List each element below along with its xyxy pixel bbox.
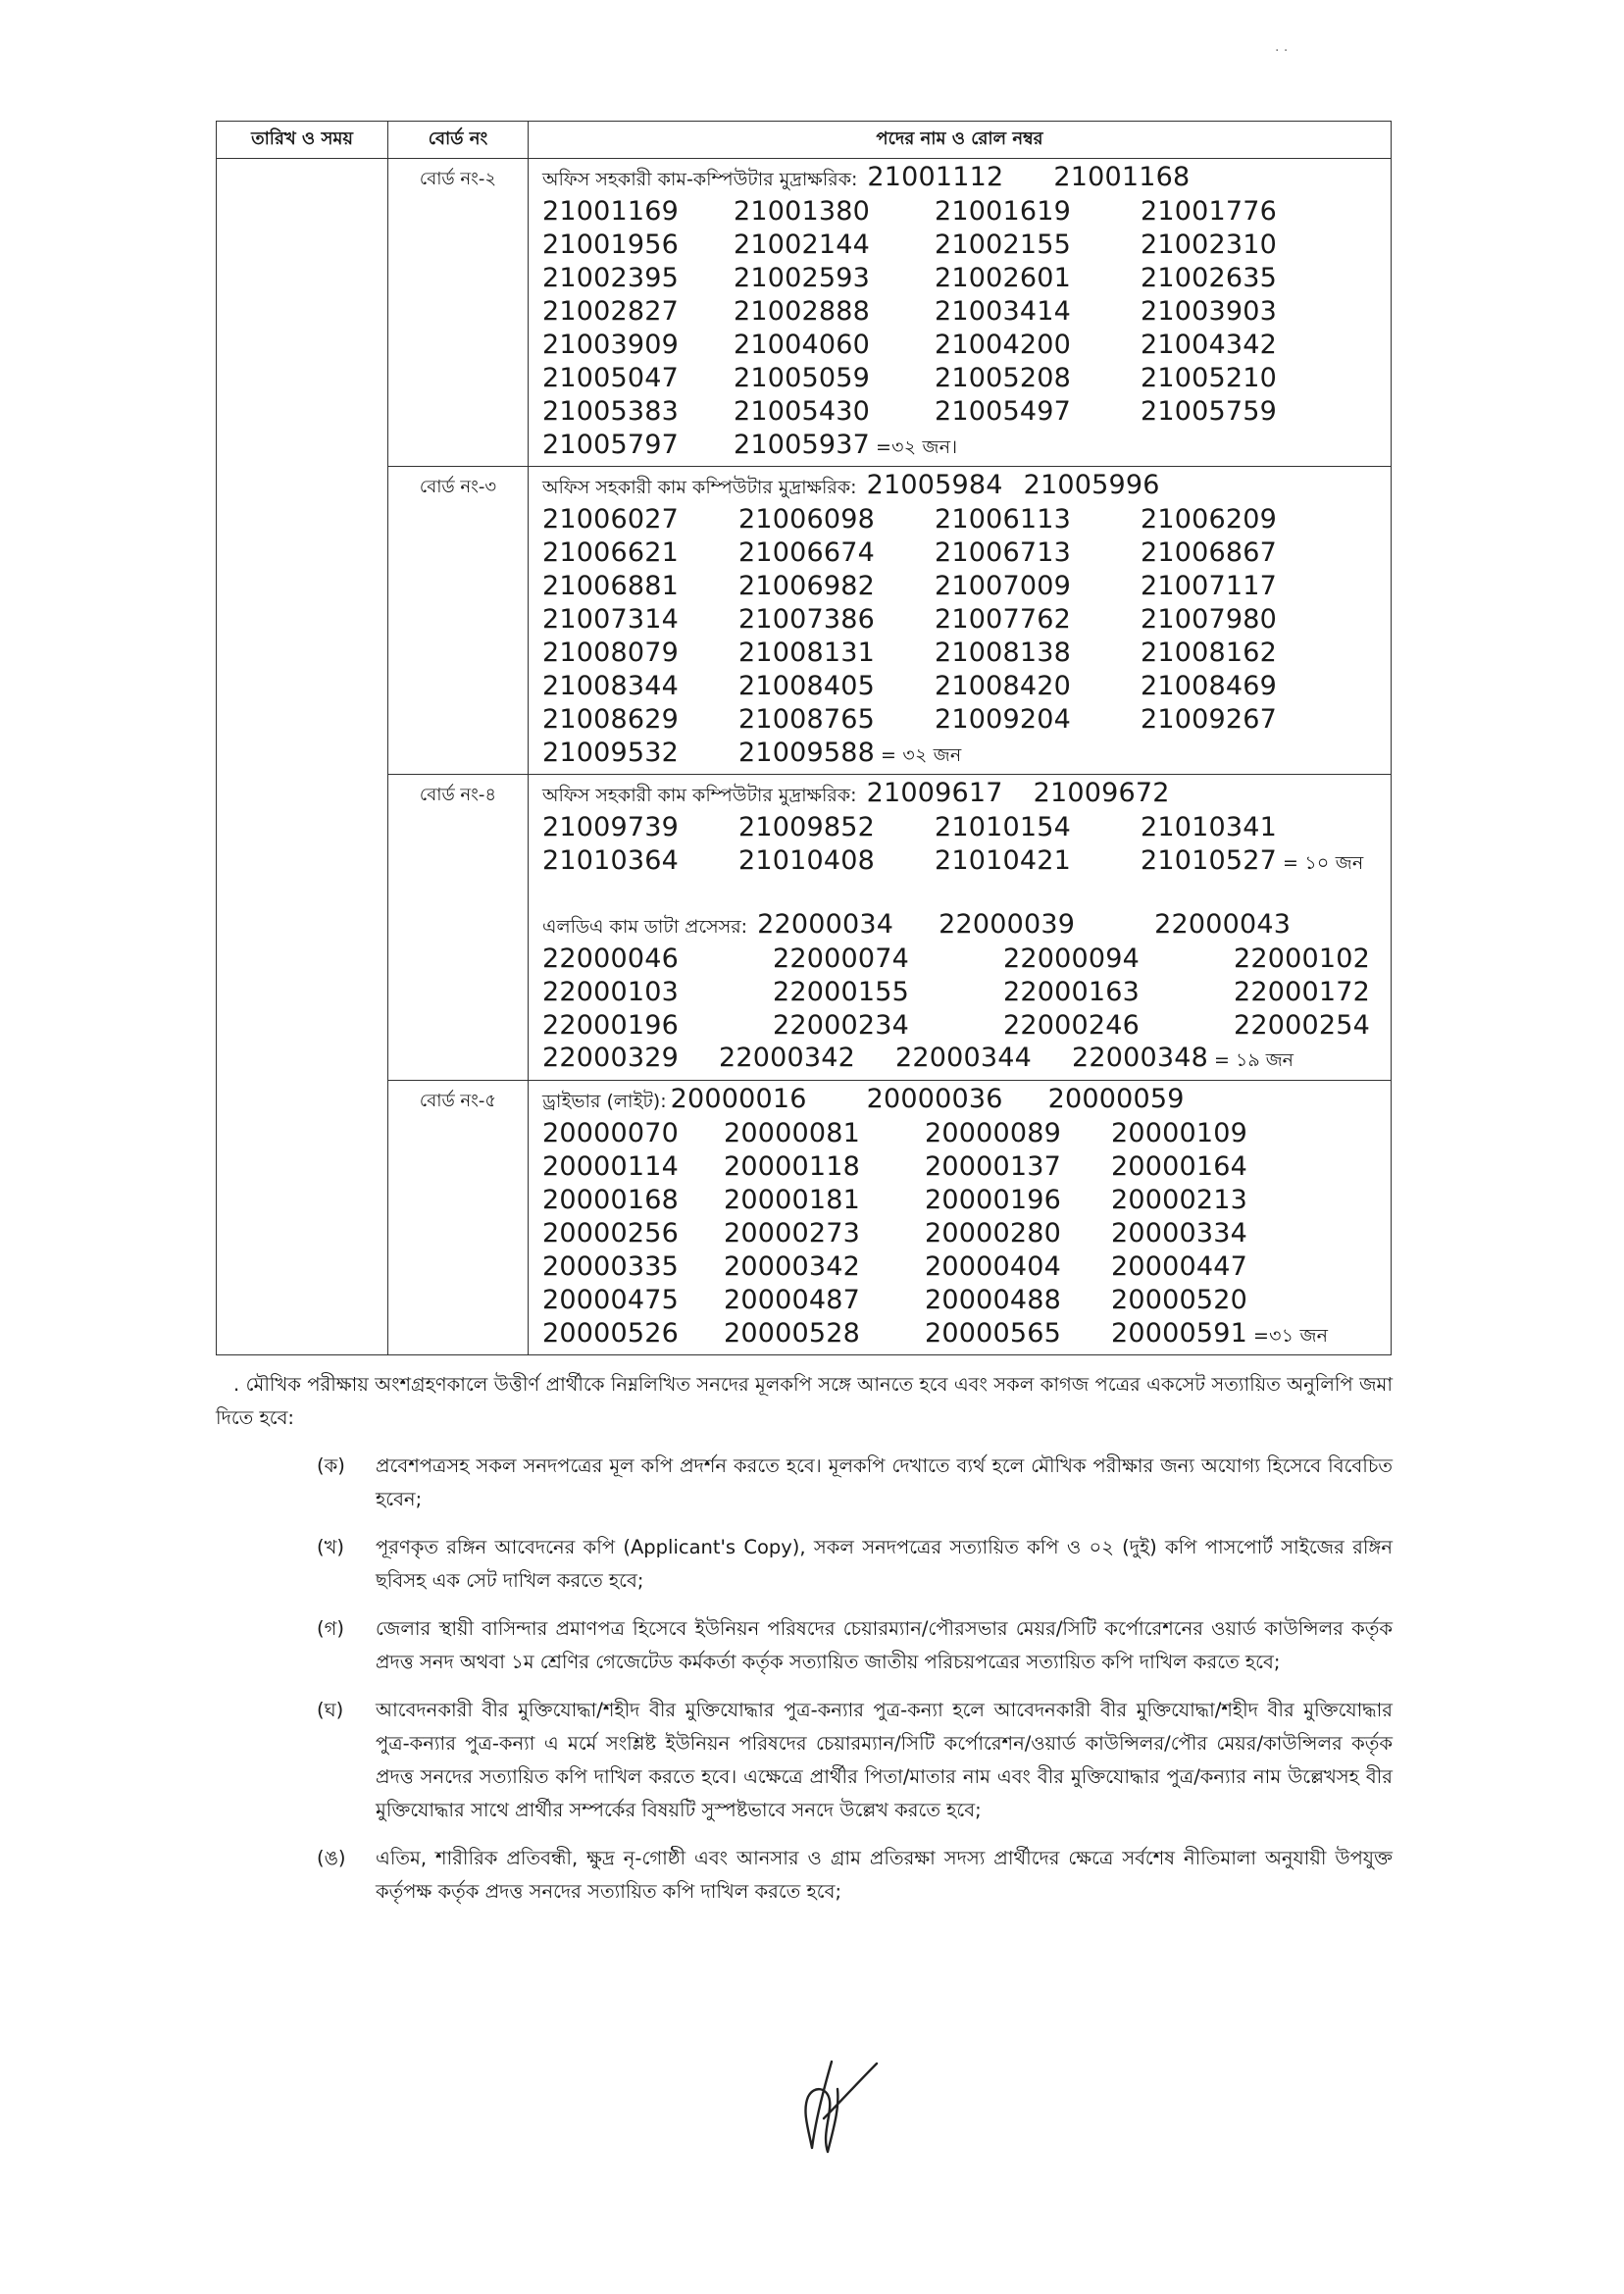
roll-number: 20000565 [925,1318,1062,1349]
roll-number: 21007009 [935,571,1072,601]
roll-number: 20000591 [1111,1318,1248,1349]
roll-number: 20000404 [925,1251,1062,1282]
roll-number: 21005497 [935,396,1072,427]
board-label: বোর্ড নং-৪ [388,775,529,1081]
roll-number: 22000342 [719,1043,856,1073]
roll-number: 20000168 [542,1185,680,1215]
roll-number: 20000196 [925,1185,1062,1215]
roll-number: 21001956 [542,229,680,260]
roll-number: 22000039 [939,909,1076,940]
roll-number: 21009532 [542,738,680,768]
item-text: জেলার স্থায়ী বাসিন্দার প্রমাণপত্র হিসেবে ইউনিয়ন পরিষদের চেয়ারম্যান/পৌরসভার মেয়র/সিটি কর্পোরেশনের ওয়ার্ড কাউন্সিলর কর্তৃক প্রদত্ত সনদ অথবা ১ম শ্রেণির গেজেটেড কর্মকর্তা কর্তৃক সত্যায়িত জাতীয় পরিচয়পত্রের সত্যায়িত কপি দাখিল করতে হবে; [376,1617,1393,1673]
roll-number: 20000109 [1111,1118,1248,1148]
roll-number: 21009588 [738,738,876,768]
roll-cell [529,1081,1392,1355]
roll-number-last [1141,844,1405,878]
post-line [542,1043,1383,1076]
roll-number: 21001380 [734,196,871,227]
roll-cell [529,159,1392,467]
spacer [542,878,1383,909]
candidate-count: = ১৯ জন [1214,1049,1294,1071]
roll-number: 21008469 [1141,671,1278,701]
post-title: এলডিএ কাম ডাটা প্রসেসর: [542,916,748,938]
roll-number: 20000528 [724,1318,861,1349]
roll-number: 21010341 [1141,812,1278,842]
signature-image [794,2050,883,2158]
roll-number: 21002827 [542,296,680,327]
table-row [217,159,1392,467]
roll-number: 21005996 [1023,470,1160,500]
roll-number: 20000118 [724,1151,861,1182]
roll-number: 22000094 [1003,943,1141,974]
roll-number: 20000342 [724,1251,861,1282]
table-row [217,1081,1392,1355]
roll-number: 20000114 [542,1151,680,1182]
roll-number: 21005059 [734,363,871,393]
post-line [542,909,1383,943]
item-marker: (ঘ) [317,1699,344,1721]
roll-number: 21005208 [935,363,1072,393]
roll-number: 20000475 [542,1285,680,1315]
item-text: এতিম, শারীরিক প্রতিবন্ধী, ক্ষুদ্র নৃ-গোষ্ঠী এবং আনসার ও গ্রাম প্রতিরক্ষা সদস্য প্রার্থীদের ক্ষেত্রে সর্বশেষ নীতিমালা অনুযায়ী উপযুক্ত কর্তৃপক্ষ কর্তৃক প্রদত্ত সনদের সত্যায়িত কপি দাখিল করতে হবে; [376,1847,1393,1903]
instruction-item [216,1612,1393,1679]
roll-number: 21008079 [542,637,680,668]
roll-number: 21002310 [1141,229,1278,260]
roll-number: 21009739 [542,812,680,842]
roll-number: 21010527 [1141,845,1278,876]
roll-number: 21006098 [738,504,876,535]
roll-number: 20000526 [542,1318,680,1349]
roll-number: 22000074 [773,943,910,974]
roll-cell [529,467,1392,775]
instruction-item [216,1531,1393,1598]
roll-number: 22000344 [895,1043,1033,1073]
roll-grid [542,943,1383,1043]
roll-number: 21007117 [1141,571,1278,601]
roll-number: 20000447 [1111,1251,1248,1282]
candidate-count: = ১০ জন [1283,852,1364,874]
roll-number: 21005210 [1141,363,1278,393]
roll-number: 21001776 [1141,196,1278,227]
roll-number: 21008420 [935,671,1072,701]
roll-number: 21006713 [935,537,1072,568]
roll-number: 22000043 [1154,909,1292,940]
roll-number: 21006027 [542,504,680,535]
roll-number-last [738,737,1405,770]
roll-number: 20000164 [1111,1151,1248,1182]
roll-number: 21008765 [738,704,876,735]
item-marker: (ঙ) [317,1847,346,1869]
roll-number: 20000280 [925,1218,1062,1249]
roll-number: 21009672 [1033,778,1170,808]
roll-number: 22000102 [1234,943,1371,974]
roll-number: 21009617 [866,778,1003,808]
roll-number: 22000348 [1072,1043,1209,1073]
roll-number: 21005383 [542,396,680,427]
roll-number: 21005797 [542,430,680,460]
roll-number: 21001168 [1053,162,1191,192]
roll-number: 21002888 [734,296,871,327]
roll-number: 21001619 [935,196,1072,227]
roll-number: 22000254 [1234,1010,1371,1041]
roll-number: 22000163 [1003,977,1141,1007]
item-marker: (ক) [317,1454,345,1477]
item-marker: (খ) [317,1536,345,1558]
roll-grid [542,195,1383,462]
candidate-count: =৩২ জন। [876,436,958,458]
header-post-roll: পদের নাম ও রোল নম্বর [529,122,1392,159]
roll-number: 21002635 [1141,263,1278,293]
post-line [542,162,1383,195]
table-row [217,467,1392,775]
roll-number: 21008344 [542,671,680,701]
board-label: বোর্ড নং-৩ [388,467,529,775]
roll-number: 20000334 [1111,1218,1248,1249]
roll-number: 21009267 [1141,704,1278,735]
roll-number: 22000103 [542,977,680,1007]
roll-number: 22000196 [542,1010,680,1041]
candidate-count: =৩১ জন [1253,1325,1329,1347]
roll-number: 22000246 [1003,1010,1141,1041]
roll-grid [542,503,1383,770]
roll-number: 22000234 [773,1010,910,1041]
roll-number: 20000059 [1047,1084,1185,1114]
roll-number: 20000081 [724,1118,861,1148]
bullet-dot: . [233,1373,240,1396]
instruction-item [216,1842,1393,1909]
post-title: ড্রাইভার (লাইট): [542,1091,667,1112]
roll-number: 21009204 [935,704,1072,735]
roll-number: 22000329 [542,1043,680,1073]
candidate-count: = ৩২ জন [881,744,962,766]
roll-number: 21006982 [738,571,876,601]
roll-number: 21006209 [1141,504,1278,535]
roll-number: 21005759 [1141,396,1278,427]
roll-number: 21002395 [542,263,680,293]
roll-number: 21003909 [542,330,680,360]
roll-number: 21004200 [935,330,1072,360]
board-label: বোর্ড নং-৫ [388,1081,529,1355]
intro-text: মৌখিক পরীক্ষায় অংশগ্রহণকালে উত্তীর্ণ প্রার্থীকে নিম্নলিখিত সনদের মূলকপি সঙ্গে আনতে হবে এবং সকল কাগজ পত্রের একসেট সত্যায়িত অনুলিপি জমা দিতে হবে: [216,1373,1394,1429]
roll-number: 21008162 [1141,637,1278,668]
roll-number: 21004060 [734,330,871,360]
roll-number: 22000046 [542,943,680,974]
roll-number: 21010154 [935,812,1072,842]
roll-number: 21005047 [542,363,680,393]
roll-number: 21002155 [935,229,1072,260]
item-marker: (গ) [317,1617,344,1640]
roll-number: 21008138 [935,637,1072,668]
roll-table [216,121,1392,1355]
roll-number: 20000273 [724,1218,861,1249]
roll-number: 20000335 [542,1251,680,1282]
post-line [542,470,1383,503]
roll-cell [529,775,1392,1081]
roll-number-last [1111,1317,1405,1351]
roll-number: 21003414 [935,296,1072,327]
roll-number: 22000034 [757,909,894,940]
roll-number: 20000070 [542,1118,680,1148]
post-title: অফিস সহকারী কাম কম্পিউটার মুদ্রাক্ষরিক: [542,477,857,498]
item-text: প্রবেশপত্রসহ সকল সনদপত্রের মূল কপি প্রদর্শন করতে হবে। মূলকপি দেখাতে ব্যর্থ হলে মৌখিক পরীক্ষার জন্য অযোগ্য হিসেবে বিবেচিত হবেন; [376,1454,1393,1510]
roll-number: 21002601 [935,263,1072,293]
post-title: অফিস সহকারী কাম কম্পিউটার মুদ্রাক্ষরিক: [542,785,857,806]
header-date-time: তারিখ ও সময় [217,122,388,159]
roll-number: 20000016 [670,1084,807,1114]
roll-number-last [734,429,1405,462]
roll-number: 21002144 [734,229,871,260]
roll-number: 21005984 [866,470,1003,500]
roll-number: 21007314 [542,604,680,635]
roll-number: 21006881 [542,571,680,601]
roll-number: 21005430 [734,396,871,427]
roll-number: 21001112 [867,162,1004,192]
roll-number: 22000155 [773,977,910,1007]
roll-number: 21008131 [738,637,876,668]
roll-number: 20000137 [925,1151,1062,1182]
roll-number: 21006674 [738,537,876,568]
instructions [216,1368,1393,1909]
roll-number: 20000181 [724,1185,861,1215]
roll-number: 21003903 [1141,296,1278,327]
roll-number: 22000172 [1234,977,1371,1007]
instructions-intro [216,1368,1393,1435]
post-line [542,778,1383,811]
roll-number: 21010421 [935,845,1072,876]
roll-number: 21006113 [935,504,1072,535]
roll-number: 21007386 [738,604,876,635]
instruction-item [216,1694,1393,1827]
roll-number: 21008405 [738,671,876,701]
roll-number: 21007762 [935,604,1072,635]
roll-number: 20000520 [1111,1285,1248,1315]
roll-number: 21010408 [738,845,876,876]
roll-number: 21007980 [1141,604,1278,635]
roll-number: 21006621 [542,537,680,568]
header-board-no: বোর্ড নং [388,122,529,159]
roll-number: 21002593 [734,263,871,293]
roll-number: 21006867 [1141,537,1278,568]
roll-number: 20000089 [925,1118,1062,1148]
roll-number: 20000488 [925,1285,1062,1315]
post-line [542,1084,1383,1117]
date-time-cell [217,159,388,1355]
roll-number: 21004342 [1141,330,1278,360]
roll-number: 21001169 [542,196,680,227]
roll-number: 21010364 [542,845,680,876]
roll-number: 21005937 [734,430,871,460]
roll-number: 21008629 [542,704,680,735]
table-row [217,775,1392,1081]
roll-grid [542,811,1383,878]
instruction-item [216,1450,1393,1516]
roll-number: 21009852 [738,812,876,842]
item-text: আবেদনকারী বীর মুক্তিযোদ্ধা/শহীদ বীর মুক্তিযোদ্ধার পুত্র-কন্যার পুত্র-কন্যা হলে আবেদনকারী বীর মুক্তিযোদ্ধা/শহীদ বীর মুক্তিযোদ্ধার পুত্র-কন্যার পুত্র-কন্যা এ মর্মে সংশ্লিষ্ট ইউনিয়ন পরিষদের চেয়ারম্যান/সিটি কর্পোরেশন/ওয়ার্ড কাউন্সিলর/পৌর মেয়র/কাউন্সিলর কর্তৃক প্রদত্ত সনদের সত্যায়িত কপি দাখিল করতে হবে। এক্ষেত্রে প্রার্থীর পিতা/মাতার নাম এবং বীর মুক্তিযোদ্ধার পুত্র/কন্যার নাম উল্লেখসহ বীর মুক্তিযোদ্ধার সাথে প্রার্থীর সম্পর্কের বিষয়টি সুস্পষ্টভাবে সনদে উল্লেখ করতে হবে; [376,1699,1393,1821]
table-header-row [217,122,1392,159]
board-label: বোর্ড নং-২ [388,159,529,467]
roll-number: 20000256 [542,1218,680,1249]
roll-number: 20000487 [724,1285,861,1315]
roll-number: 20000213 [1111,1185,1248,1215]
roll-grid [542,1117,1383,1351]
roll-number: 20000036 [866,1084,1003,1114]
scan-speck: · · [1275,43,1289,59]
item-text: পূরণকৃত রঙ্গিন আবেদনের কপি (Applicant's Copy), সকল সনদপত্রের সত্যায়িত কপি ও ০২ (দুই) কপি পাসপোর্ট সাইজের রঙ্গিন ছবিসহ এক সেট দাখিল করতে হবে; [376,1536,1393,1592]
post-title: অফিস সহকারী কাম-কম্পিউটার মুদ্রাক্ষরিক: [542,169,858,190]
